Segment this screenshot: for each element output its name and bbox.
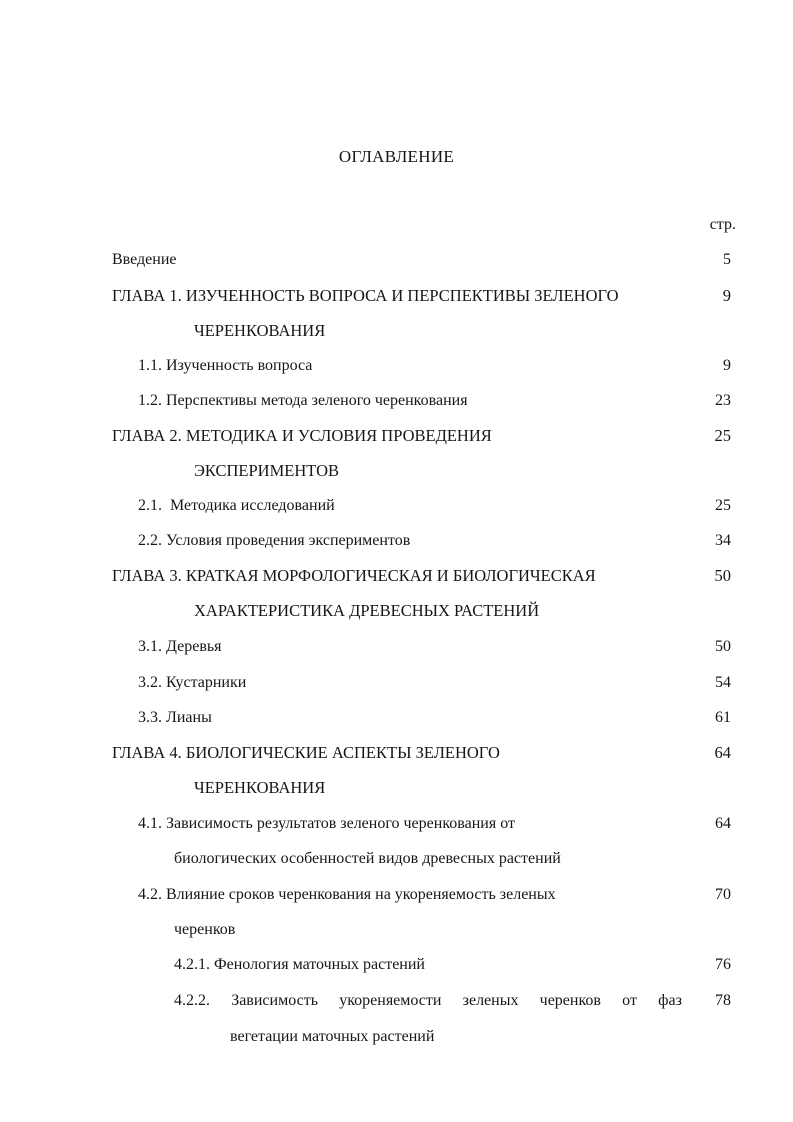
toc-entry-text: ГЛАВА 2. МЕТОДИКА И УСЛОВИЯ ПРОВЕДЕНИЯ bbox=[112, 426, 492, 445]
page-column-label: стр. bbox=[709, 216, 736, 233]
toc-entry-page: 25 bbox=[714, 426, 731, 445]
toc-entry-section-1-2 bbox=[0, 389, 793, 413]
page-title: ОГЛАВЛЕНИЕ bbox=[338, 147, 455, 166]
toc-entry-text: 4.2. Влияние сроков черенкования на укореняемость зеленых bbox=[138, 886, 556, 903]
toc-entry-section-3-2 bbox=[0, 671, 793, 695]
toc-entry-text: 4.1. Зависимость результатов зеленого черенкования от bbox=[138, 815, 515, 832]
toc-entry-text-continuation: ЭКСПЕРИМЕНТОВ bbox=[194, 461, 340, 480]
toc-entry-subsection-4-2-1 bbox=[0, 953, 793, 977]
toc-entry-page: 70 bbox=[715, 886, 731, 903]
toc-entry-chapter-2-cont bbox=[0, 459, 793, 483]
toc-word: укореняемости bbox=[339, 992, 442, 1009]
toc-entry-text-continuation: ХАРАКТЕРИСТИКА ДРЕВЕСНЫХ РАСТЕНИЙ bbox=[194, 601, 540, 620]
toc-entry-subsection-4-2-2-cont bbox=[0, 1025, 793, 1049]
toc-word: зеленых bbox=[462, 992, 519, 1009]
toc-entry-text-continuation: ЧЕРЕНКОВАНИЯ bbox=[194, 778, 326, 797]
toc-entry-section-2-2 bbox=[0, 529, 793, 553]
toc-entry-section-4-2-cont bbox=[0, 918, 793, 942]
toc-entry-section-4-2 bbox=[0, 883, 793, 907]
toc-entry-text: Введение bbox=[112, 251, 177, 268]
toc-entry-section-3-1 bbox=[0, 635, 793, 659]
toc-entry-page: 25 bbox=[715, 497, 731, 514]
toc-entry-page: 61 bbox=[715, 709, 731, 726]
toc-entry-text: 2.2. Условия проведения экспериментов bbox=[138, 532, 411, 549]
toc-entry-page: 64 bbox=[715, 815, 731, 832]
toc-entry-section-3-3 bbox=[0, 706, 793, 730]
toc-entry-text-continuation: черенков bbox=[174, 921, 236, 938]
toc-entry-introduction bbox=[0, 248, 793, 272]
toc-entry-chapter-2 bbox=[0, 424, 793, 448]
toc-word: Зависимость bbox=[231, 992, 318, 1009]
toc-entry-text-justified bbox=[174, 989, 682, 1013]
toc-entry-text: 1.2. Перспективы метода зеленого черенкования bbox=[138, 392, 468, 409]
toc-entry-section-1-1 bbox=[0, 354, 793, 378]
toc-entry-chapter-4 bbox=[0, 741, 793, 765]
toc-entry-page: 50 bbox=[715, 638, 731, 655]
toc-entry-page: 64 bbox=[714, 743, 731, 762]
toc-entry-section-2-1 bbox=[0, 494, 793, 518]
toc-entry-text: 3.3. Лианы bbox=[138, 709, 212, 726]
toc-entry-section-4-1 bbox=[0, 812, 793, 836]
toc-entry-text: ГЛАВА 4. БИОЛОГИЧЕСКИЕ АСПЕКТЫ ЗЕЛЕНОГО bbox=[112, 743, 500, 762]
toc-entry-page: 50 bbox=[714, 566, 731, 585]
toc-entry-text: 3.1. Деревья bbox=[138, 638, 222, 655]
toc-entry-text-continuation: биологических особенностей видов древесных растений bbox=[174, 850, 561, 867]
toc-entry-text: 1.1. Изученность вопроса bbox=[138, 357, 313, 374]
toc-entry-chapter-3 bbox=[0, 564, 793, 588]
toc-entry-chapter-1 bbox=[0, 284, 793, 308]
toc-entry-page: 23 bbox=[715, 392, 731, 409]
toc-word: от bbox=[622, 992, 637, 1009]
toc-word: 4.2.2. bbox=[174, 992, 210, 1009]
toc-entry-text: ГЛАВА 1. ИЗУЧЕННОСТЬ ВОПРОСА И ПЕРСПЕКТИВЫ ЗЕЛЕНОГО bbox=[112, 286, 619, 305]
toc-entry-page: 5 bbox=[723, 251, 731, 268]
toc-entry-text-continuation: вегетации маточных растений bbox=[230, 1028, 435, 1045]
toc-entry-chapter-3-cont bbox=[0, 599, 793, 623]
toc-word: фаз bbox=[658, 992, 682, 1009]
toc-entry-chapter-1-cont bbox=[0, 319, 793, 343]
toc-entry-subsection-4-2-2 bbox=[0, 989, 793, 1013]
toc-entry-chapter-4-cont bbox=[0, 776, 793, 800]
toc-entry-text: 4.2.1. Фенология маточных растений bbox=[174, 956, 425, 973]
toc-entry-page: 9 bbox=[723, 357, 731, 374]
toc-entry-page: 78 bbox=[715, 992, 731, 1009]
toc-word: черенков bbox=[539, 992, 601, 1009]
toc-entry-page: 76 bbox=[715, 956, 731, 973]
toc-entry-text: ГЛАВА 3. КРАТКАЯ МОРФОЛОГИЧЕСКАЯ И БИОЛОГИЧЕСКАЯ bbox=[112, 566, 596, 585]
toc-entry-section-4-1-cont bbox=[0, 847, 793, 871]
toc-entry-text-continuation: ЧЕРЕНКОВАНИЯ bbox=[194, 321, 326, 340]
toc-entry-text: 2.1. Методика исследований bbox=[138, 497, 335, 514]
toc-entry-page: 54 bbox=[715, 674, 731, 691]
toc-entry-text: 3.2. Кустарники bbox=[138, 674, 247, 691]
toc-entry-page: 34 bbox=[715, 532, 731, 549]
toc-entry-page: 9 bbox=[722, 286, 731, 305]
